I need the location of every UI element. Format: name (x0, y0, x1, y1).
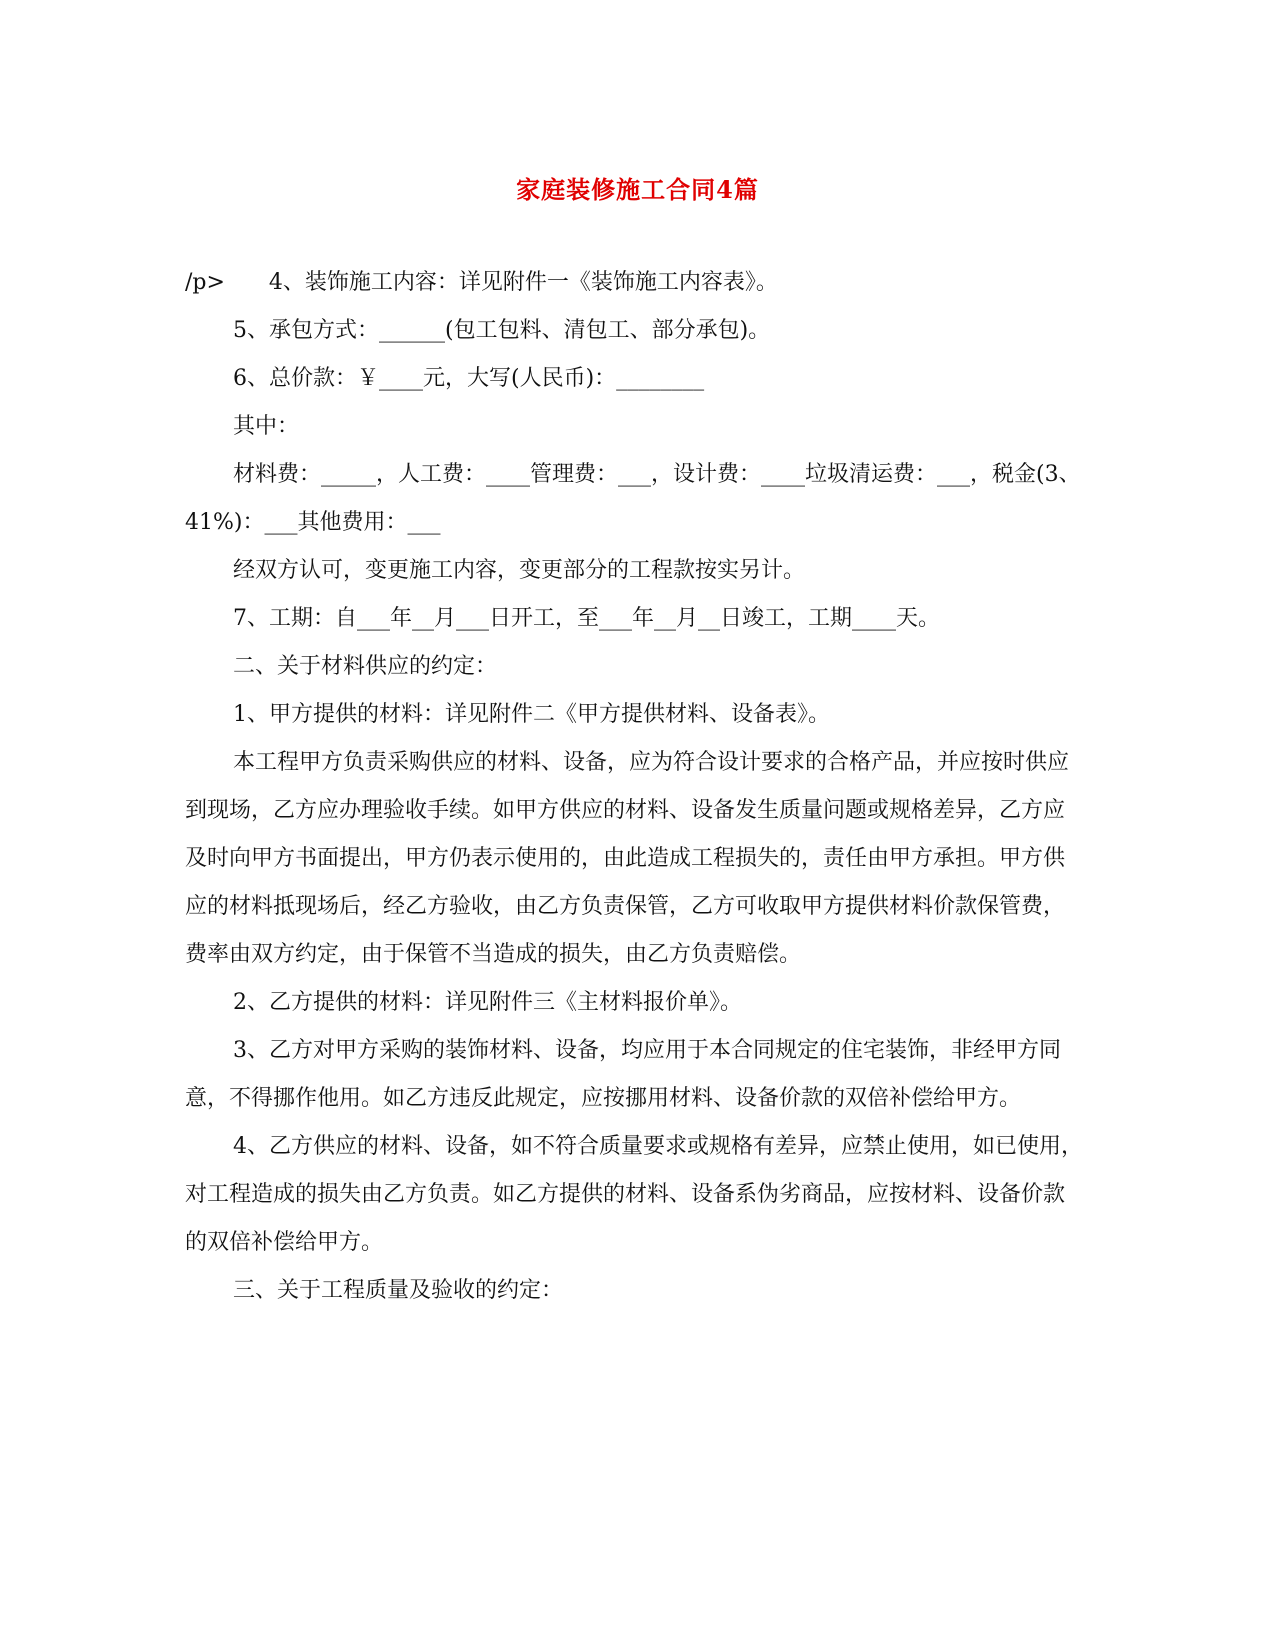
paragraph-of-which: 其中： (233, 414, 300, 439)
paragraph-party-a-responsibility: 本工程甲方负责采购供应的材料、设备，应为符合设计要求的合格产品，并应按时供应到现场，乙方应办理验收手续。如甲方供应的材料、设备发生质量问题或规格差异，乙方应及时向甲方书面提出，甲方仍表示使用的，由此造成工程损失的，责任由甲方承担。甲方供应的材料抵现场后，经乙方验收，由乙方负责保管，乙方可收取甲方提供材料价款保管费，费率由双方约定，由于保管不当造成的损失，由乙方负责赔偿。 (185, 750, 1070, 967)
paragraph-contract-method: 5、承包方式：______(包工包料、清包工、部分承包)。 (233, 318, 771, 343)
document-body (185, 259, 1085, 1315)
paragraph-construction-period: 7、工期：自___年__月___日开工，至___年__月__日竣工，工期____天。 (233, 606, 940, 631)
paragraph-party-b-materials: 2、乙方提供的材料：详见附件三《主材料报价单》。 (233, 990, 742, 1015)
paragraph-total-price: 6、总价款：￥____元，大写(人民币)：________ (233, 366, 705, 391)
paragraph-decoration-content: /p> 4、装饰施工内容：详见附件一《装饰施工内容表》。 (185, 270, 778, 295)
document-title: 家庭装修施工合同4篇 (516, 175, 759, 204)
section-heading-quality-acceptance: 三、关于工程质量及验收的约定： (233, 1278, 564, 1303)
paragraph-fee-breakdown: 材料费：_____，人工费：____管理费：___，设计费：____垃圾清运费：___，税金(3、41%)：___其他费用：___ (185, 462, 1081, 535)
paragraph-quality-requirements: 4、乙方供应的材料、设备，如不符合质量要求或规格有差异，应禁止使用，如已使用，对工程造成的损失由乙方负责。如乙方提供的材料、设备系伪劣商品，应按材料、设备价款的双倍补偿给甲方。 (185, 1134, 1083, 1255)
paragraph-party-a-materials: 1、甲方提供的材料：详见附件二《甲方提供材料、设备表》。 (233, 702, 830, 727)
section-heading-material-supply: 二、关于材料供应的约定： (233, 654, 498, 679)
paragraph-change-agreement: 经双方认可，变更施工内容，变更部分的工程款按实另计。 (233, 558, 806, 583)
paragraph-material-usage: 3、乙方对甲方采购的装饰材料、设备，均应用于本合同规定的住宅装饰，非经甲方同意，不得挪作他用。如乙方违反此规定，应按挪用材料、设备价款的双倍补偿给甲方。 (185, 1038, 1061, 1111)
